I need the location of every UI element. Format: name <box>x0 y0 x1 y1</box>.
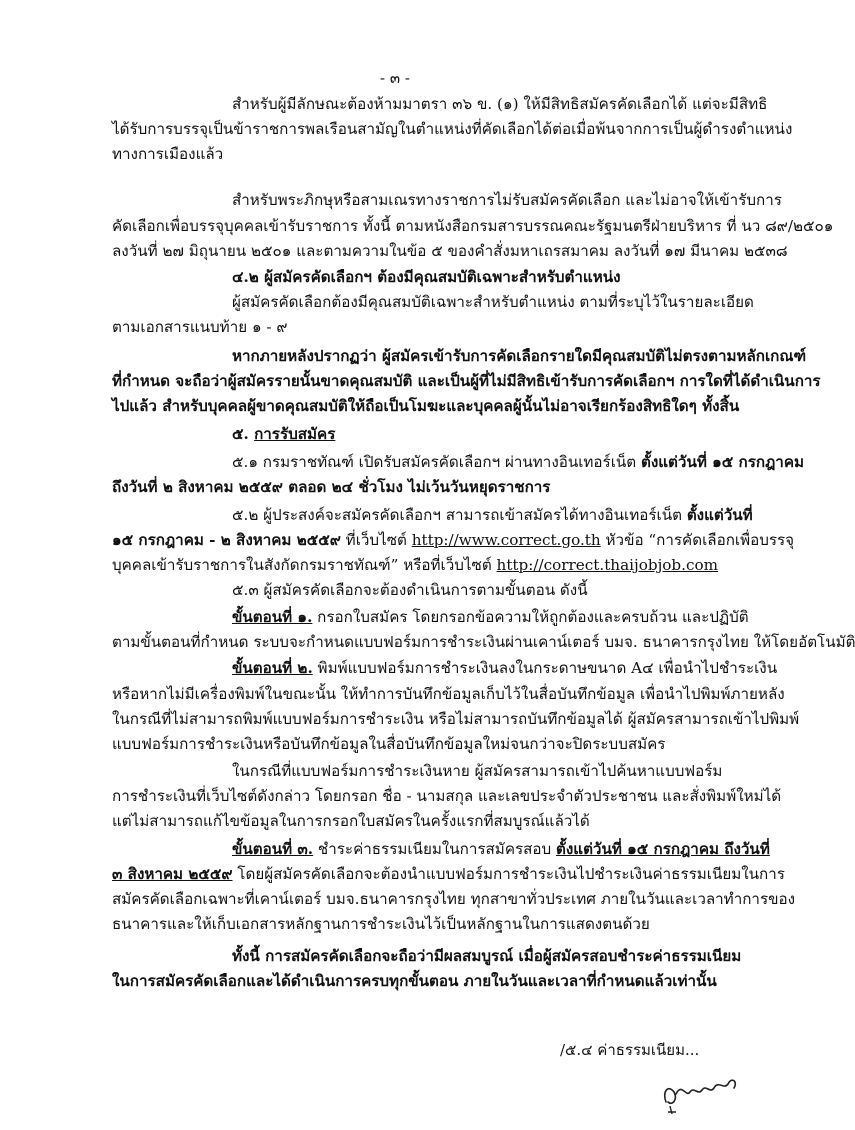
text-line <box>232 93 768 115</box>
text-segment: http://correct.thaijobjob.com <box>496 556 719 574</box>
text-line <box>232 266 852 288</box>
text-segment: ๔.๒ ผู้สมัครคัดเลือกฯ ต้องมีคุณสมบัติเฉพาะสำหรับตำแหน่ง <box>232 268 621 286</box>
text-line <box>232 504 753 526</box>
text-segment: ขั้นตอนที่ ๑. <box>232 608 313 626</box>
text-segment: ๕.๑ กรมราชทัณฑ์ เปิดรับสมัครคัดเลือกฯ ผ่านทางอินเทอร์เน็ต <box>232 453 641 471</box>
text-line <box>232 291 754 313</box>
text-line <box>112 370 821 392</box>
page-number: - ๓ - <box>380 69 410 87</box>
text-segment: ผู้สมัครคัดเลือกต้องมีคุณสมบัติเฉพาะสำหรับตำแหน่ง ตามที่ระบุไว้ในรายละเอียด <box>232 293 754 311</box>
text-segment: ชำระค่าธรรมเนียมในการสมัครสอบ <box>313 840 556 858</box>
text-line <box>232 451 804 473</box>
text-segment: ถึงวันที่ ๒ สิงหาคม ๒๕๕๙ ตลอด ๒๔ ชั่วโมง ไม่เว้นวันหยุดราชการ <box>112 478 551 496</box>
text-line <box>232 345 807 367</box>
text-segment: http://www.correct.go.th <box>411 531 601 549</box>
text-line <box>232 189 782 211</box>
text-line <box>112 395 740 417</box>
text-segment: ขั้นตอนที่ ๓. <box>232 840 314 858</box>
text-segment: ทางการเมืองแล้ว <box>112 145 224 163</box>
text-segment: ๕.๓ ผู้สมัครคัดเลือกจะต้องดำเนินการตามขั้นตอน ดังนี้ <box>232 581 588 599</box>
text-line <box>112 863 785 885</box>
text-segment: ตั้งแต่วันที่ <box>686 506 753 524</box>
text-segment: กรอกใบสมัคร โดยกรอกข้อความให้ถูกต้องและครบถ้วน และปฏิบัติ <box>312 608 749 626</box>
text-line <box>112 316 732 338</box>
text-segment: พิมพ์แบบฟอร์มการชำระเงินลงในกระดาษขนาด A๔ เพื่อนำไปชำระเงิน <box>312 659 778 677</box>
text-line <box>112 913 732 935</box>
text-segment: การชำระเงินที่เว็บไซต์ดังกล่าว โดยกรอก ชื่อ - นามสกุล และเลขประจำตัวประชาชน และสั่งพิมพ์ใหม่ได้ <box>112 787 782 805</box>
text-segment: คัดเลือกเพื่อบรรจุบุคคลเข้ารับราชการ ทั้งนี้ ตามหนังสือกรมสารบรรณคณะรัฐมนตรีฝ่ายบริหาร ที่ นว ๘๙/๒๕๐๑ <box>112 217 834 235</box>
text-segment: สมัครคัดเลือกเฉพาะที่เคาน์เตอร์ บมจ.ธนาคารกรุงไทย ทุกสาขาทั่วประเทศ ภายในวันและเวลาทำการของ <box>112 890 796 908</box>
text-segment: ไปแล้ว สำหรับบุคคลผู้ขาดคุณสมบัติให้ถือเป็นโมฆะและบุคคลผู้นั้นไม่อาจเรียกร้องสิทธิใดๆ ทั้งสิ้น <box>112 397 740 415</box>
text-line <box>112 888 796 910</box>
text-segment: ตั้งแต่วันที่ ๑๕ กรกฎาคม ถึงวันที่ <box>556 840 770 858</box>
text-line <box>112 240 788 262</box>
text-segment: หรือหากไม่มีเครื่องพิมพ์ในขณะนั้น ให้ทำการบันทึกข้อมูลเก็บไว้ในสื่อบันทึกข้อมูล เพื่อนำไปพิมพ์ภายหลัง <box>112 685 785 703</box>
text-line <box>112 554 732 576</box>
handwritten-signature <box>658 1062 748 1122</box>
text-segment: ในการสมัครคัดเลือกและได้ดำเนินการครบทุกขั้นตอน ภายในวันและเวลาที่กำหนดแล้วเท่านั้น <box>112 972 717 990</box>
text-segment: ๕.๒ ผู้ประสงค์จะสมัครคัดเลือกฯ สามารถเข้าสมัครได้ทางอินเทอร์เน็ต <box>232 506 687 524</box>
text-segment: ทั้งนี้ การสมัครคัดเลือกจะถือว่ามีผลสมบูรณ์ เมื่อผู้สมัครสอบชำระค่าธรรมเนียม <box>232 947 742 965</box>
text-segment: การรับสมัคร <box>254 425 336 443</box>
text-segment: ลงวันที่ ๒๗ มิถุนายน ๒๕๐๑ และตามความในข้อ ๕ ของคำสั่งมหาเถรสมาคม ลงวันที่ ๑๗ มีนาคม ๒๕๓๘ <box>112 242 788 260</box>
text-line <box>112 118 793 140</box>
text-segment: ตั้งแต่วันที่ ๑๕ กรกฎาคม <box>640 453 804 471</box>
text-segment: ที่เว็บไซต์ <box>340 531 412 549</box>
text-line <box>232 945 742 967</box>
text-segment: ขั้นตอนที่ ๒. <box>232 659 313 677</box>
text-segment: ได้รับการบรรจุเป็นข้าราชการพลเรือนสามัญในตำแหน่งที่คัดเลือกได้ต่อเมื่อพ้นจากการเป็นผู้ดำรงตำแหน่ง <box>112 120 793 138</box>
text-line <box>112 476 732 498</box>
text-segment: หากภายหลังปรากฏว่า ผู้สมัครเข้ารับการคัดเลือกรายใดมีคุณสมบัติไม่ตรงตามหลักเกณฑ์ <box>232 347 807 365</box>
text-line <box>112 733 732 755</box>
text-line <box>112 143 732 165</box>
text-line <box>232 606 749 628</box>
continuation-note: /๕.๔ ค่าธรรมเนียม... <box>560 1041 700 1059</box>
text-line <box>232 760 732 782</box>
text-segment: บุคคลเข้ารับราชการในสังกัดกรมราชทัณฑ์” หรือที่เว็บไซต์ <box>112 556 497 574</box>
text-segment: โดยผู้สมัครคัดเลือกจะต้องนำแบบฟอร์มการชำระเงินไปชำระเงินค่าธรรมเนียมในการ <box>232 865 785 883</box>
text-segment: ในกรณีที่แบบฟอร์มการชำระเงินหาย ผู้สมัครสามารถเข้าไปค้นหาแบบฟอร์ม <box>232 762 723 780</box>
text-segment: หัวข้อ “การคัดเลือกเพื่อบรรจุ <box>600 531 795 549</box>
text-line <box>112 529 795 551</box>
text-segment: ธนาคารและให้เก็บเอกสารหลักฐานการชำระเงินไว้เป็นหลักฐานในการแสดงตนด้วย <box>112 915 650 933</box>
text-line <box>112 708 800 730</box>
text-segment: ตามขั้นตอนที่กำหนด ระบบจะกำหนดแบบฟอร์มการชำระเงินผ่านเคาน์เตอร์ บมจ. ธนาคารกรุงไทย ให้โดยอัตโนมัติ <box>112 633 855 651</box>
text-segment: สำหรับพระภิกษุหรือสามเณรทางราชการไม่รับสมัครคัดเลือก และไม่อาจให้เข้ารับการ <box>232 191 782 209</box>
text-segment: ๓ สิงหาคม ๒๕๕๙ <box>112 865 233 883</box>
text-line <box>232 657 778 679</box>
text-line <box>232 838 770 860</box>
text-segment: สำหรับผู้มีลักษณะต้องห้ามมาตรา ๓๖ ข. (๑) ให้มีสิทธิสมัครคัดเลือกได้ แต่จะมีสิทธิ <box>232 95 768 113</box>
text-line <box>232 423 852 445</box>
text-line <box>112 631 855 653</box>
text-line <box>112 683 785 705</box>
text-segment: ที่กำหนด จะถือว่าผู้สมัครรายนั้นขาดคุณสมบัติ และเป็นผู้ที่ไม่มีสิทธิเข้ารับการคัดเลือกฯ การใดที่ได้ดำเนินการ <box>112 372 821 390</box>
text-segment: ในกรณีที่ไม่สามารถพิมพ์แบบฟอร์มการชำระเงิน หรือไม่สามารถบันทึกข้อมูลได้ ผู้สมัครสามารถเข้าไปพิมพ์ <box>112 710 800 728</box>
text-line <box>232 579 732 601</box>
text-line <box>112 785 782 807</box>
text-segment: แต่ไม่สามารถแก้ไขข้อมูลในการกรอกใบสมัครในครั้งแรกที่สมบูรณ์แล้วได้ <box>112 812 590 830</box>
text-segment: ตามเอกสารแนบท้าย ๑ - ๙ <box>112 318 288 336</box>
text-line <box>112 970 732 992</box>
text-line <box>112 215 834 237</box>
text-segment: แบบฟอร์มการชำระเงินหรือบันทึกข้อมูลในสื่อบันทึกข้อมูลใหม่จนกว่าจะปิดระบบสมัคร <box>112 735 666 753</box>
text-segment: ๑๕ กรกฎาคม - ๒ สิงหาคม ๒๕๕๙ <box>112 531 341 549</box>
text-line <box>112 810 732 832</box>
text-segment: ๕. <box>232 425 255 443</box>
